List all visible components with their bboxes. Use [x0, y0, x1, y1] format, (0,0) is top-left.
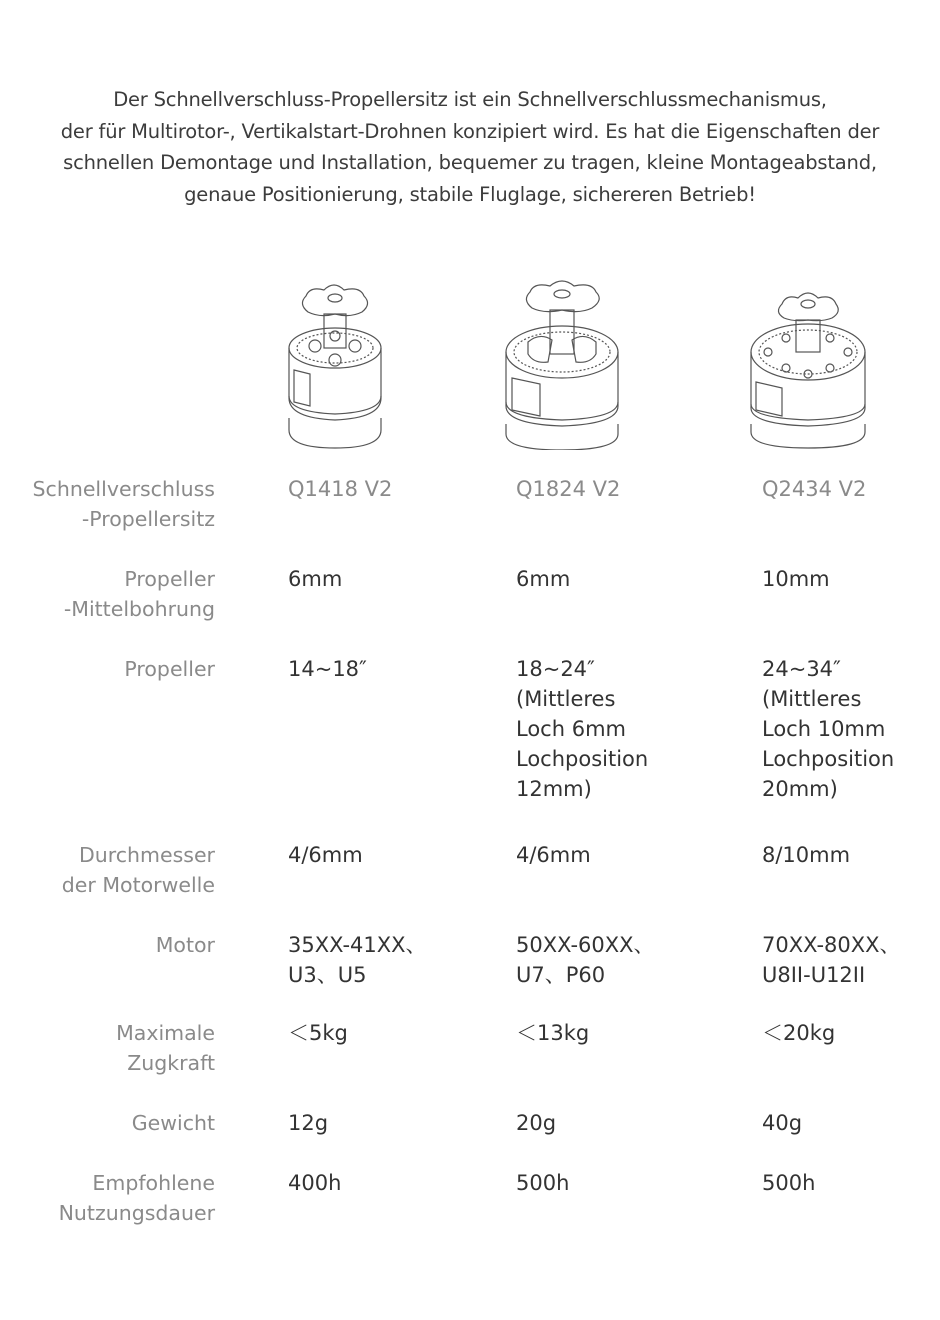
- intro-line: schnellen Demontage und Installation, bequemer zu tragen, kleine Montageabstand,: [63, 151, 877, 175]
- cell-value: [762, 930, 901, 990]
- cell-value: 4/6mm: [516, 843, 591, 867]
- cell-line: 12mm): [516, 777, 592, 801]
- label-line: -Mittelbohrung: [63, 597, 215, 621]
- cell-line: 24~34″: [762, 657, 841, 681]
- row-label-service-life: [59, 1168, 215, 1228]
- label-line: Maximale: [116, 1021, 215, 1045]
- cell-value: [762, 654, 894, 804]
- cell-line: 35XX-41XX、: [288, 933, 427, 957]
- cell-line: 70XX-80XX、: [762, 933, 901, 957]
- cell-line: Loch 6mm: [516, 717, 626, 741]
- cell-model-q1418: Q1418 V2: [288, 477, 393, 501]
- cell-value: 500h: [762, 1171, 816, 1195]
- cell-line: Loch 10mm: [762, 717, 886, 741]
- cell-line: Lochposition: [516, 747, 649, 771]
- cell-value: 10mm: [762, 567, 830, 591]
- cell-value: [288, 930, 427, 990]
- label-line: Zugkraft: [127, 1051, 215, 1075]
- cell-line: 14~18″: [288, 657, 367, 681]
- cell-line: Lochposition: [762, 747, 895, 771]
- cell-line: (Mittleres: [762, 687, 862, 711]
- label-line: Schnellverschluss: [32, 477, 215, 501]
- label-line: der Motorwelle: [61, 873, 215, 897]
- label-line: Gewicht: [131, 1111, 215, 1135]
- label-line: Nutzungsdauer: [58, 1201, 215, 1225]
- cell-value: 400h: [288, 1171, 342, 1195]
- label-line: -Propellersitz: [81, 507, 215, 531]
- intro-text: [0, 84, 940, 211]
- cell-value: 12g: [288, 1111, 329, 1135]
- intro-line: Der Schnellverschluss-Propellersitz ist ein Schnellverschlussmechanismus,: [113, 88, 827, 111]
- cell-value: 6mm: [288, 567, 343, 591]
- label-line: Durchmesser: [78, 843, 215, 867]
- cell-line: (Mittleres: [516, 687, 616, 711]
- cell-value: 40g: [762, 1111, 803, 1135]
- cell-line: U3、U5: [288, 963, 367, 987]
- row-label-motor: [156, 930, 215, 960]
- cell-line: 20mm): [762, 777, 838, 801]
- label-line: Motor: [155, 933, 215, 957]
- intro-line: genaue Positionierung, stabile Fluglage, sichereren Betrieb!: [184, 183, 756, 207]
- cell-value: [516, 654, 648, 804]
- cell-value: 4/6mm: [288, 843, 363, 867]
- label-line: Propeller: [124, 657, 215, 681]
- cell-value: 500h: [516, 1171, 570, 1195]
- row-label-shaft-diameter: [62, 840, 215, 900]
- cell-value: [516, 930, 655, 990]
- row-label-model: [33, 474, 215, 534]
- intro-line: der für Multirotor-, Vertikalstart-Drohnen konzipiert wird. Es hat die Eigenschaften der: [60, 119, 880, 143]
- propeller-adapter-q1418-image: [280, 278, 390, 450]
- cell-value: 8/10mm: [762, 843, 851, 867]
- cell-value: ＜13kg: [516, 1021, 590, 1045]
- cell-value: [288, 654, 367, 684]
- cell-value: 20g: [516, 1111, 557, 1135]
- cell-line: U8II-U12II: [762, 963, 866, 987]
- row-label-propeller: [124, 654, 215, 684]
- propeller-adapter-q1824-image: [500, 278, 625, 450]
- propeller-adapter-q2434-image: [746, 278, 871, 450]
- label-line: Propeller: [124, 567, 215, 591]
- label-line: Empfohlene: [92, 1171, 215, 1195]
- row-label-center-bore: [64, 564, 215, 624]
- cell-value: ＜5kg: [288, 1021, 348, 1045]
- cell-line: U7、P60: [516, 963, 606, 987]
- cell-model-q2434: Q2434 V2: [762, 477, 867, 501]
- cell-line: 50XX-60XX、: [516, 933, 655, 957]
- cell-line: 18~24″: [516, 657, 595, 681]
- row-label-weight: [132, 1108, 215, 1138]
- cell-model-q1824: Q1824 V2: [516, 477, 621, 501]
- row-label-max-thrust: [116, 1018, 215, 1078]
- cell-value: 6mm: [516, 567, 571, 591]
- cell-value: ＜20kg: [762, 1021, 836, 1045]
